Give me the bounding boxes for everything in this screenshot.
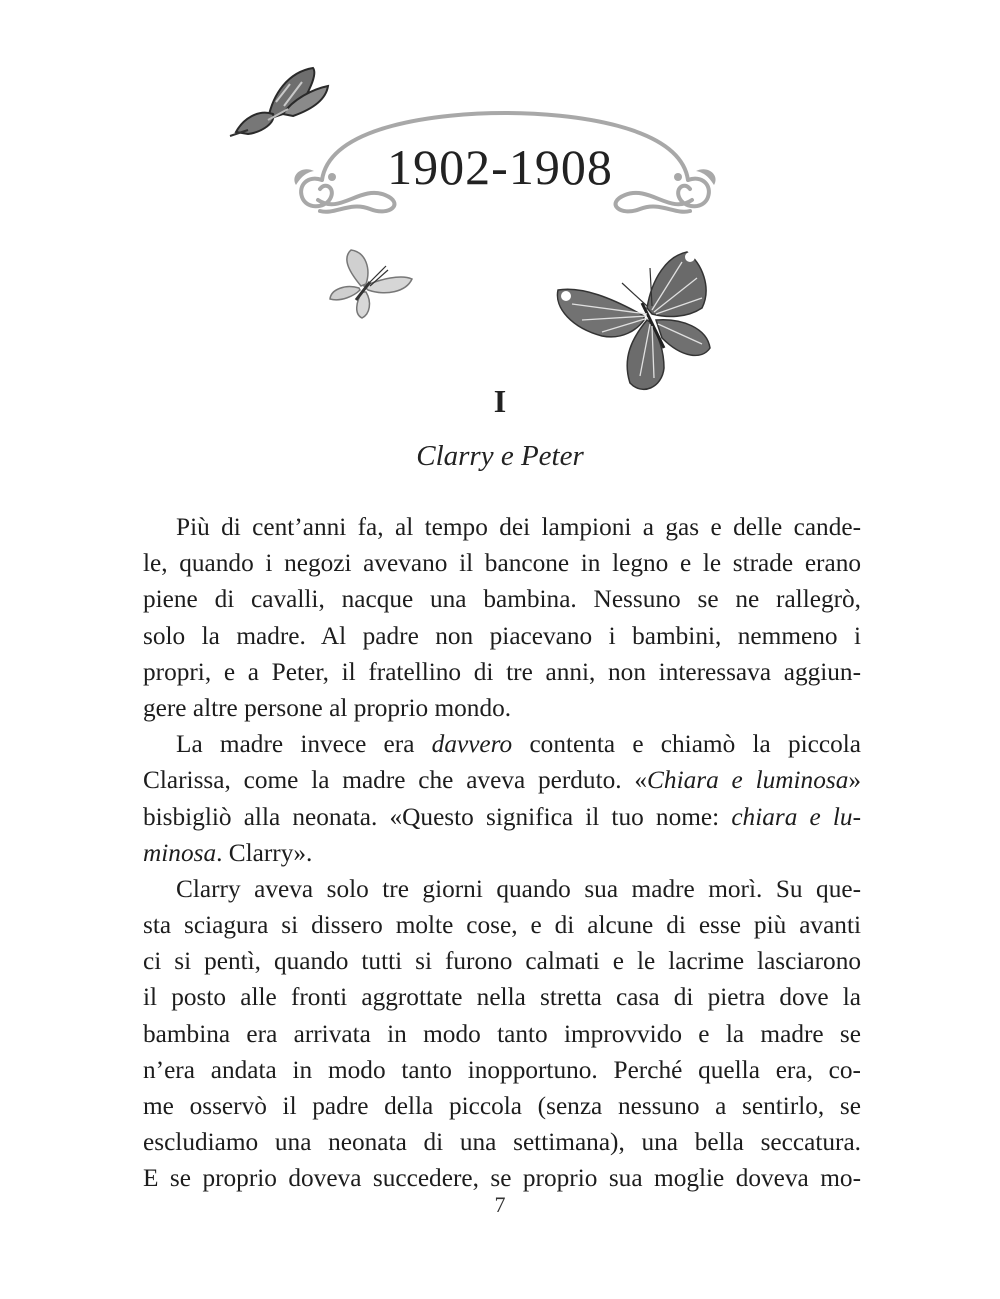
butterfly-top-left-icon [228,64,338,139]
text-line [143,509,861,545]
text-line [143,654,861,690]
text-line [143,979,861,1015]
text-span: E se proprio doveva succedere, se proprio sua moglie doveva mo- [143,1164,861,1193]
text-span: . Clarry». [216,838,313,867]
text-span: solo la madre. Al padre non piacevano i bambini, nemmeno i [143,621,861,650]
text-span: bisbigliò alla neonata. «Questo significa il tuo nome: [143,802,732,831]
text-line [143,618,861,654]
body-text [143,509,861,1197]
text-span: Più di cent’anni fa, al tempo dei lampioni a gas e delle cande- [176,513,861,541]
text-span: bambina era arrivata in modo tanto improvvido e la madre se [143,1019,861,1048]
text-span: Clarissa, come la madre che aveva perduto. « [143,766,648,795]
italic-text: minosa [143,838,217,867]
text-span: Clarry aveva solo tre giorni quando sua madre morì. Su que- [176,874,861,903]
italic-text: chiara e lu- [731,802,861,831]
text-line [143,871,861,907]
text-span: escludiamo una neonata di una settimana), una bella seccatura. [143,1128,861,1157]
text-span: » [848,766,861,795]
text-line [143,1052,861,1088]
text-span: le, quando i negozi avevano il bancone in legno e le strade erano [143,549,861,578]
text-line [143,1124,861,1160]
text-span: ci si pentì, quando tutti si furono calmati e le lacrime lasciarono [143,947,861,976]
text-span: propri, e a Peter, il fratellino di tre anni, non interessava aggiun- [143,657,861,686]
text-line [143,581,861,617]
italic-text: davvero [431,730,513,759]
chapter-number: I [493,383,507,419]
text-span: me osservò il padre della piccola (senza nessuno a sentirlo, se [143,1092,861,1120]
text-line [143,1088,861,1124]
text-line [143,726,861,762]
text-line [143,907,861,943]
text-line [143,943,861,979]
text-line [143,799,861,835]
text-span: n’era andata in modo tanto inopportuno. Perché quella era, co- [143,1055,861,1084]
text-span: La madre invece era [176,730,432,759]
text-line [143,545,861,581]
text-span: contenta e chiamò la piccola [512,730,861,759]
text-span: il posto alle fronti aggrottate nella stretta casa di pietra dove la [143,983,861,1012]
text-line [143,835,861,871]
page-number: 7 [494,1192,506,1217]
paragraph [143,871,861,1197]
chapter-title: Clarry e Peter [416,440,584,472]
paragraph [143,509,861,726]
text-line [143,1016,861,1052]
text-span: sta sciagura si dissero molte cose, e di alcune di esse più avanti [143,911,861,940]
text-span: piene di cavalli, nacque una bambina. Nessuno se ne rallegrò, [143,585,861,614]
paragraph [143,726,861,871]
butterfly-large-dark-icon [552,248,722,398]
text-line [143,690,861,726]
butterfly-small-pale-icon [326,244,416,324]
text-line [143,762,861,798]
italic-text: Chiara e luminosa [647,766,849,795]
section-year-range: 1902-1908 [387,139,613,195]
text-span: gere altre persone al proprio mondo. [143,693,512,722]
